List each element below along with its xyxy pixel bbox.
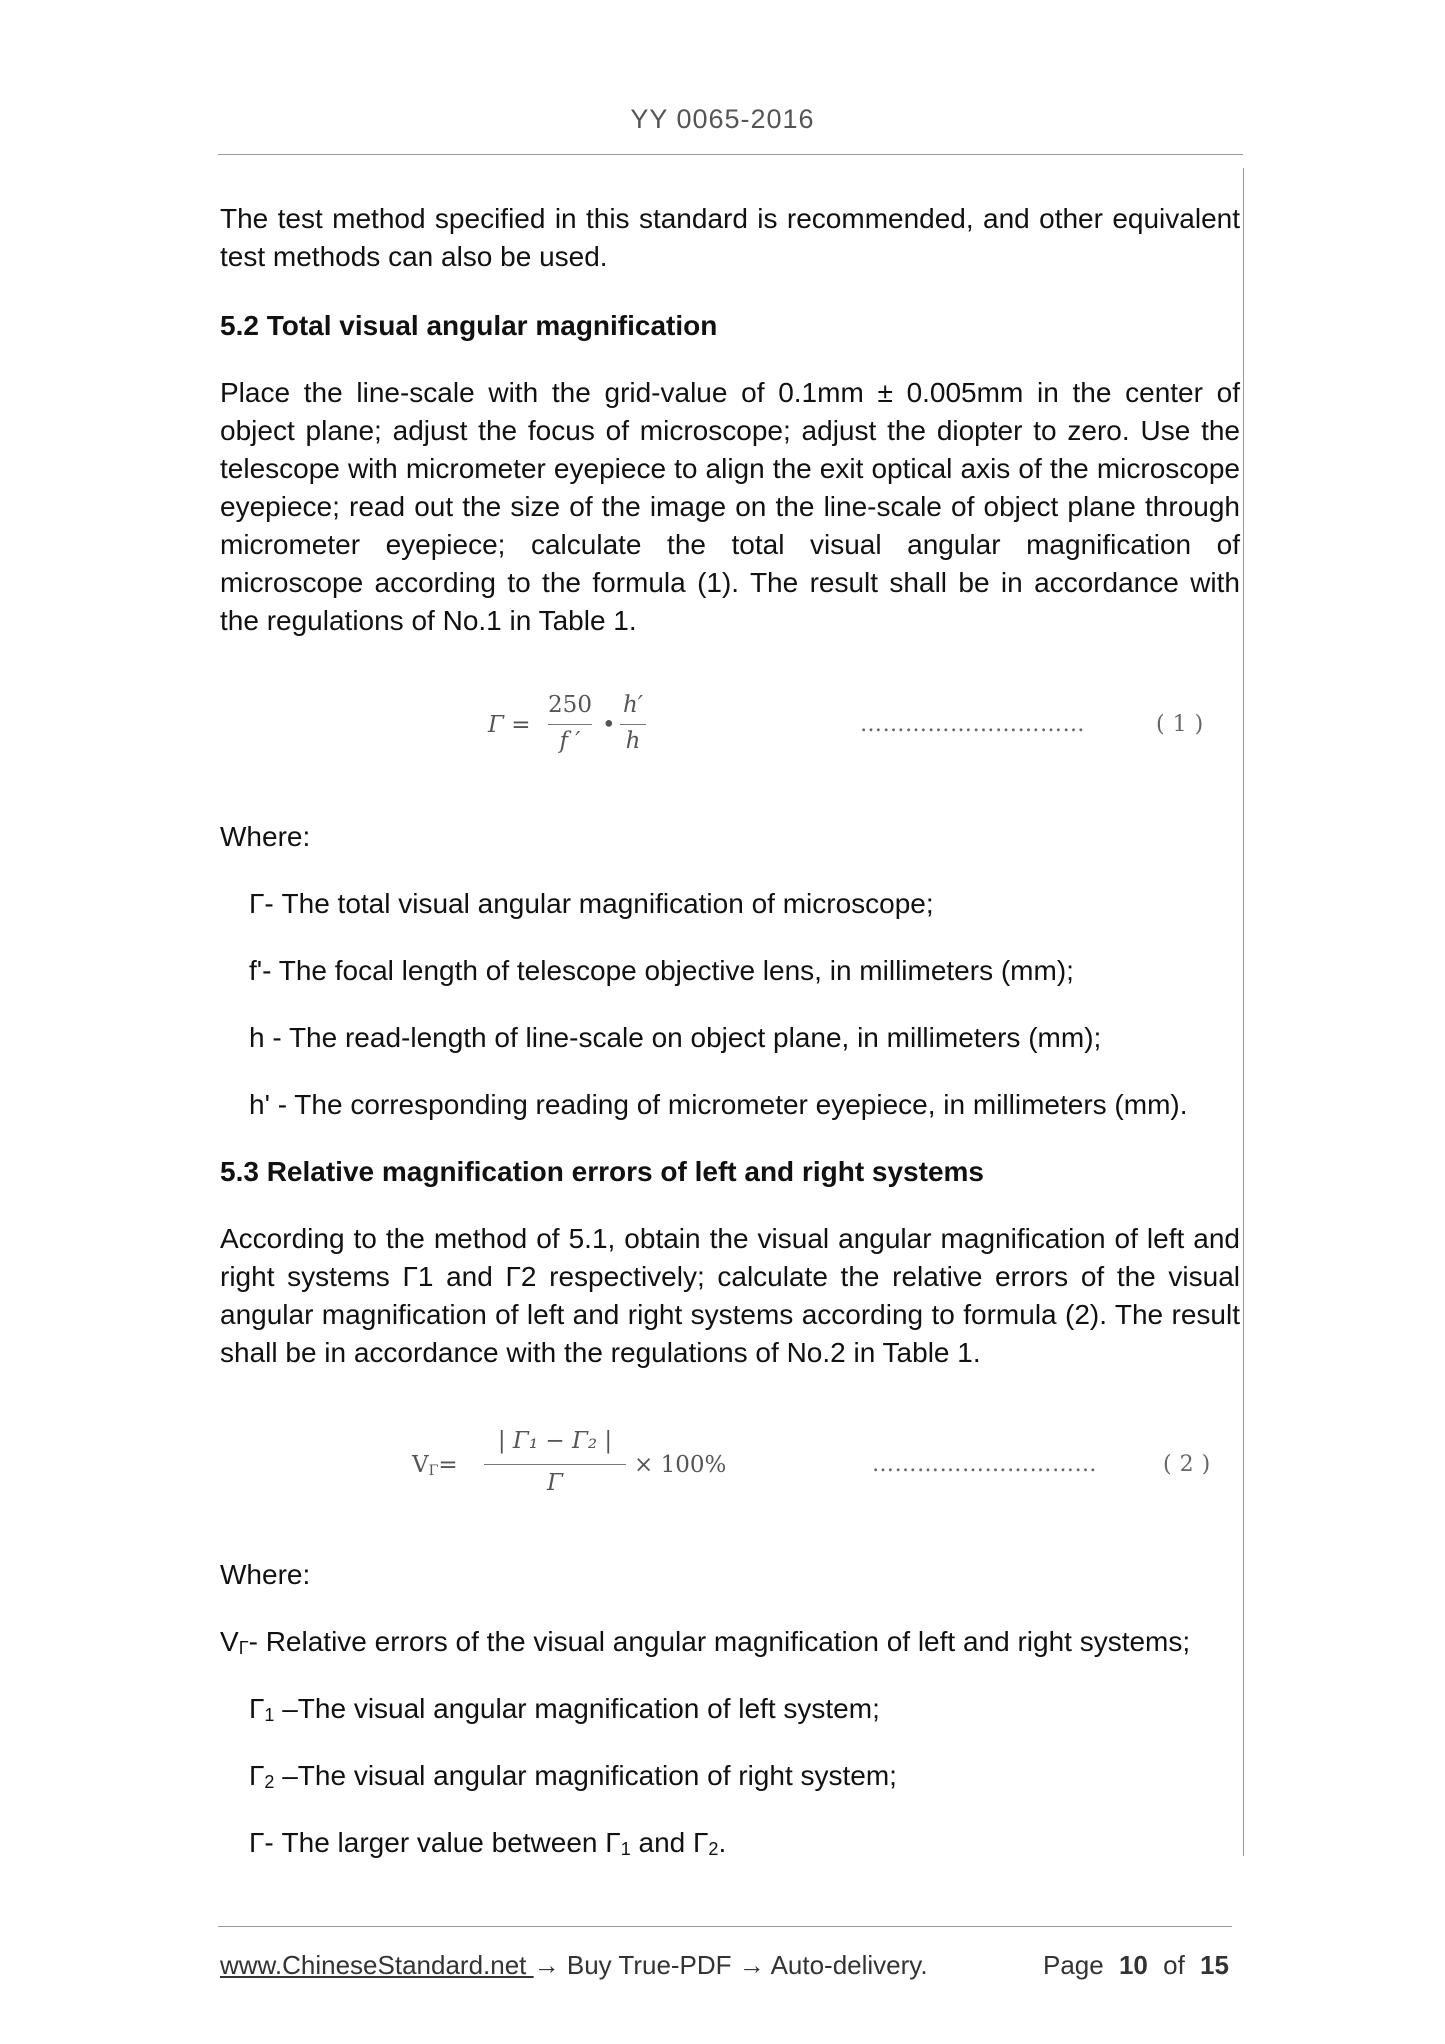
definition-h-prime: h' - The corresponding reading of micrometer eyepiece, in millimeters (mm). <box>249 1089 1188 1120</box>
v-symbol: V <box>220 1626 239 1657</box>
formula-1-fraction-bar-2 <box>620 724 646 725</box>
definition-gamma: Γ- The total visual angular magnification of microscope; <box>249 888 934 919</box>
formula-2-numerator: | Γ₁ − Γ₂ | <box>497 1428 613 1454</box>
gamma-symbol: Γ <box>249 1760 265 1791</box>
formula-1-numerator-1: 250 <box>548 692 592 718</box>
section-5-2-body: Place the line-scale with the grid-value of 0.1mm ± 0.005mm in the center of object plane; adjust the focus of microscope; adjust the diopter to zero. Use the telescope with micrometer eyepiece to align the exit optical axis of the microscope eyepiece; read out the size of the image on the line-scale of object plane through micrometer eyepiece; calculate the total visual angular magnification of microscope according to the formula (1). The result shall be in accordance with the regulations of No.1 in Table 1. <box>220 377 1240 636</box>
definition-f-prime: f'- The focal length of telescope objective lens, in millimeters (mm); <box>249 955 1074 986</box>
formula-1-fraction-bar-1 <box>548 724 592 725</box>
document-code: YY 0065-2016 <box>630 104 815 134</box>
gamma-2-subscript: 2 <box>264 1772 275 1792</box>
auto-delivery-text: Auto-delivery. <box>764 1950 928 1980</box>
larger-text-b: and Γ <box>630 1827 709 1858</box>
definition-gamma-1 <box>249 1690 1239 1734</box>
formula-1-denominator-2: h <box>625 728 641 754</box>
definition-gamma-2 <box>249 1757 1239 1801</box>
gamma-1-text: –The visual angular magnification of left system; <box>274 1693 880 1724</box>
header-divider <box>218 154 1243 155</box>
formula-1-lhs: Γ = <box>488 712 531 738</box>
v-definition-text: - Relative errors of the visual angular magnification of left and right systems; <box>248 1626 1191 1657</box>
v-subscript: Γ <box>238 1638 249 1658</box>
of-word: of <box>1163 1950 1185 1980</box>
right-margin-line <box>1243 168 1244 1856</box>
larger-text-c: . <box>718 1827 727 1858</box>
gamma-1-subscript: 1 <box>264 1705 275 1725</box>
section-5-3-body: According to the method of 5.1, obtain the visual angular magnification of left and right systems Γ1 and Γ2 respectively; calculate the relative errors of the visual angular magnification of left and right systems according to formula (2). The result shall be in accordance with the regulations of No.2 in Table 1. <box>220 1223 1240 1368</box>
gamma-symbol: Γ <box>249 1693 265 1724</box>
where-label-1: Where: <box>220 821 311 852</box>
gamma-2-text: –The visual angular magnification of right system; <box>274 1760 897 1791</box>
page-total: 15 <box>1200 1950 1229 1980</box>
page-number: 10 <box>1118 1950 1148 1980</box>
section-5-3-heading: 5.3 Relative magnification errors of left and right systems <box>220 1156 984 1187</box>
arrow-icon: → <box>533 1950 560 1980</box>
larger-subscript-2: 2 <box>708 1839 719 1859</box>
page-word: Page <box>1043 1950 1104 1980</box>
formula-2-v: V <box>412 1452 429 1478</box>
section-5-2-heading: 5.2 Total visual angular magnification <box>220 310 718 341</box>
buy-pdf-text: Buy True-PDF <box>559 1950 739 1980</box>
formula-2-equals: = <box>438 1452 458 1478</box>
footer-divider <box>218 1926 1232 1927</box>
larger-text-a: Γ- The larger value between Γ <box>249 1827 621 1858</box>
page-indicator <box>1043 1950 1229 1981</box>
site-link[interactable]: www.ChineseStandard.net <box>220 1950 534 1980</box>
formula-2-v-subscript: Γ <box>428 1463 439 1479</box>
formula-2-lhs <box>412 1452 458 1479</box>
formula-1-dot: • <box>602 712 616 738</box>
definition-h: h - The read-length of line-scale on object plane, in millimeters (mm); <box>249 1022 1102 1053</box>
formula-1-numerator-2: h′ <box>622 692 644 718</box>
formula-1-denominator-1: f ′ <box>559 728 581 754</box>
formula-2-leader: ………………………… <box>872 1452 1097 1477</box>
formula-1-leader: ………………………… <box>860 712 1085 737</box>
larger-subscript-1: 1 <box>620 1839 631 1859</box>
formula-2-denominator: Γ <box>547 1470 563 1496</box>
formula-2-number: ( 2 ) <box>1163 1452 1211 1477</box>
formula-1-number: ( 1 ) <box>1156 712 1204 737</box>
formula-2-times: × 100% <box>634 1452 727 1478</box>
formula-2-fraction-bar <box>484 1464 626 1465</box>
footer-links <box>220 1950 928 1981</box>
definition-gamma-larger <box>249 1824 1239 1868</box>
arrow-icon: → <box>738 1950 765 1980</box>
definition-v-gamma <box>220 1623 1245 1667</box>
intro-paragraph: The test method specified in this standard is recommended, and other equivalent test methods can also be used. <box>220 203 1240 272</box>
where-label-2: Where: <box>220 1559 311 1590</box>
